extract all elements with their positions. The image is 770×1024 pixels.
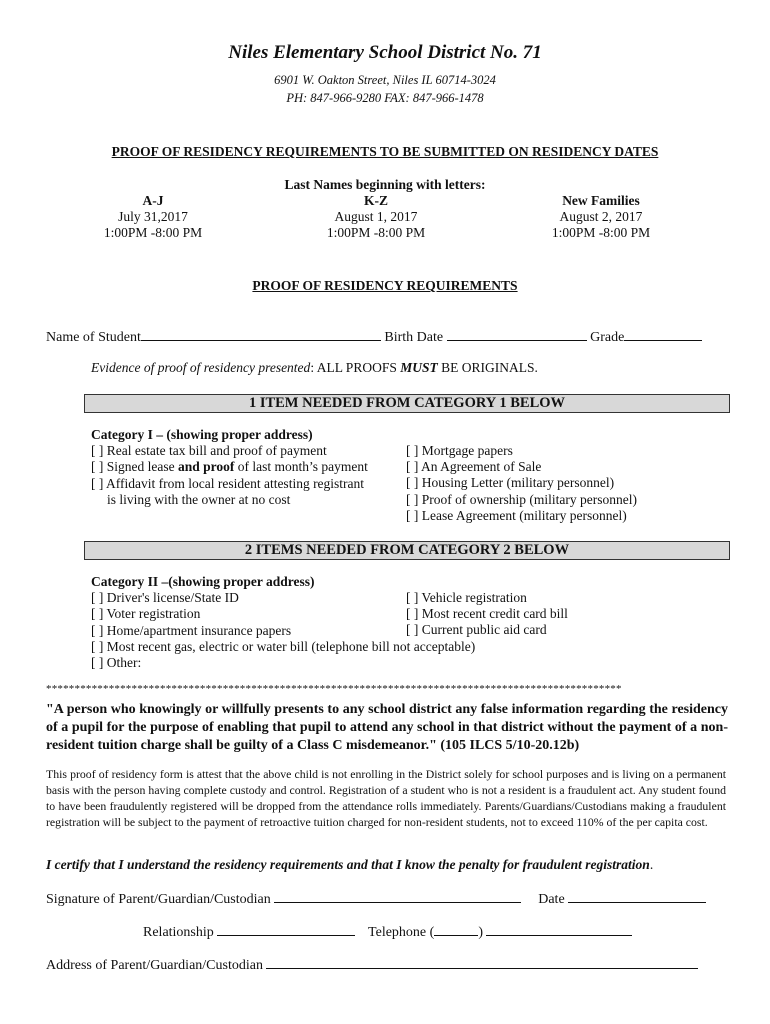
signature-date-label: Date <box>538 892 565 907</box>
grade-label: Grade <box>590 330 625 345</box>
student-info-line <box>46 327 702 346</box>
school-name: Niles Elementary School District No. 71 <box>228 42 542 63</box>
date-time: 1:00PM -8:00 PM <box>551 225 651 240</box>
category1-item-continued: is living with the owner at no cost <box>107 491 291 507</box>
date-value: August 1, 2017 <box>334 209 418 224</box>
address-line <box>46 955 698 974</box>
telephone-paren: ) <box>478 925 483 940</box>
category2-item[interactable]: [ ] Voter registration <box>91 606 201 622</box>
category1-item[interactable]: [ ] Housing Letter (military personnel) <box>406 475 615 491</box>
relationship-line <box>143 922 632 941</box>
category2-item[interactable]: [ ] Vehicle registration <box>406 590 527 605</box>
telephone-field[interactable] <box>486 922 632 936</box>
evidence-line <box>91 360 538 376</box>
student-name-label: Name of Student <box>46 330 141 345</box>
submission-title: PROOF OF RESIDENCY REQUIREMENTS TO BE SUBMITTED ON RESIDENCY DATES <box>111 144 659 159</box>
item-bold: and proof <box>177 459 235 475</box>
category2-item[interactable]: [ ] Most recent gas, electric or water bill (telephone bill not acceptable) <box>91 638 476 654</box>
category2-item[interactable]: [ ] Home/apartment insurance papers <box>91 622 292 638</box>
category1-heading: Category I – (showing proper address) <box>91 427 313 442</box>
evidence-label: Evidence of proof of residency presented <box>91 360 311 375</box>
evidence-must: MUST <box>400 360 438 375</box>
evidence-text-end: BE ORIGINALS. <box>437 360 538 375</box>
category1-item[interactable]: [ ] Lease Agreement (military personnel) <box>406 507 627 523</box>
category1-item[interactable] <box>91 459 368 475</box>
certify-text: I certify that I understand the residency requirements and that I know the penalty for fraudulent registration <box>46 857 650 872</box>
category1-left-list <box>91 427 368 508</box>
category1-item[interactable]: [ ] Mortgage papers <box>406 443 513 458</box>
relationship-label: Relationship <box>143 925 214 940</box>
category1-right-list <box>406 443 637 524</box>
date-time: 1:00PM -8:00 PM <box>103 225 203 240</box>
evidence-text: : ALL PROOFS <box>310 360 401 375</box>
category1-item[interactable]: [ ] An Agreement of Sale <box>406 459 542 475</box>
signature-date-field[interactable] <box>568 889 706 903</box>
category2-bar: 2 ITEMS NEEDED FROM CATEGORY 2 BELOW <box>84 541 730 560</box>
category2-right-list <box>406 590 568 639</box>
attest-paragraph: This proof of residency form is attest that the above child is not enrolling in the District solely for school purposes and is living on a permanent basis with the person having complete custody and control. Registration of a student who is not a resident is a fraudulent act. Any student found to have been fraudulently registered will be dropped from the attendance rolls immediately. Parents/Guardians/Custodians making a fraudulent registration will be subject to the payment of retroactive tuition charged for non-resident students, not to exceed 110% of the per capita cost. <box>46 767 726 829</box>
requirements-title: PROOF OF RESIDENCY REQUIREMENTS <box>252 278 518 293</box>
category2-item[interactable]: [ ] Driver's license/State ID <box>91 590 239 606</box>
student-name-field[interactable] <box>141 327 381 341</box>
category2-item[interactable]: [ ] Current public aid card <box>406 622 547 638</box>
date-group: K-Z <box>363 193 388 208</box>
signature-line <box>46 889 706 908</box>
category2-item[interactable]: [ ] Other: <box>91 655 142 671</box>
warning-quote: "A person who knowingly or willfully presents to any school district any false information regarding the residency of a pupil for the purpose of enabling that pupil to attend any school in that district without the payment of a non-resident tuition charge shall be guilty of a Class C misdemeanor." (105 ILCS 5/10-20.12b) <box>46 702 728 753</box>
date-value: August 2, 2017 <box>559 209 643 224</box>
star-divider: ***************************************************************************************************** <box>46 683 622 695</box>
telephone-label: Telephone ( <box>368 925 435 940</box>
category1-item[interactable]: [ ] Real estate tax bill and proof of payment <box>91 443 327 459</box>
date-column-new-families <box>501 193 701 241</box>
last-names-label: Last Names beginning with letters: <box>284 177 486 192</box>
signature-label: Signature of Parent/Guardian/Custodian <box>46 892 271 907</box>
certify-statement: I certify that I understand the residency requirements and that I know the penalty for fraudulent registration. <box>46 857 654 872</box>
address-field[interactable] <box>266 955 698 969</box>
category1-bar: 1 ITEM NEEDED FROM CATEGORY 1 BELOW <box>84 394 730 413</box>
relationship-field[interactable] <box>217 922 355 936</box>
date-time: 1:00PM -8:00 PM <box>326 225 426 240</box>
school-address: 6901 W. Oakton Street, Niles IL 60714-3024 <box>274 73 496 87</box>
item-text: of last month’s payment <box>234 459 368 475</box>
date-group: New Families <box>562 193 640 208</box>
grade-field[interactable] <box>624 327 702 341</box>
category2-item[interactable]: [ ] Most recent credit card bill <box>406 606 568 622</box>
date-column-kz <box>276 193 476 241</box>
date-group: A-J <box>142 193 164 208</box>
category1-item[interactable]: [ ] Affidavit from local resident attesting registrant <box>91 475 365 491</box>
birth-date-field[interactable] <box>447 327 587 341</box>
date-column-aj <box>53 193 253 241</box>
address-label: Address of Parent/Guardian/Custodian <box>46 958 263 973</box>
category2-heading: Category II –(showing proper address) <box>91 574 315 589</box>
signature-field[interactable] <box>274 889 521 903</box>
telephone-area-code-field[interactable] <box>434 922 478 936</box>
category1-item[interactable]: [ ] Proof of ownership (military personnel) <box>406 491 637 507</box>
birth-date-label: Birth Date <box>384 330 444 345</box>
school-phone-fax: PH: 847-966-9280 FAX: 847-966-1478 <box>286 91 484 105</box>
date-value: July 31,2017 <box>118 209 188 224</box>
item-text: [ ] Signed lease <box>91 459 178 475</box>
